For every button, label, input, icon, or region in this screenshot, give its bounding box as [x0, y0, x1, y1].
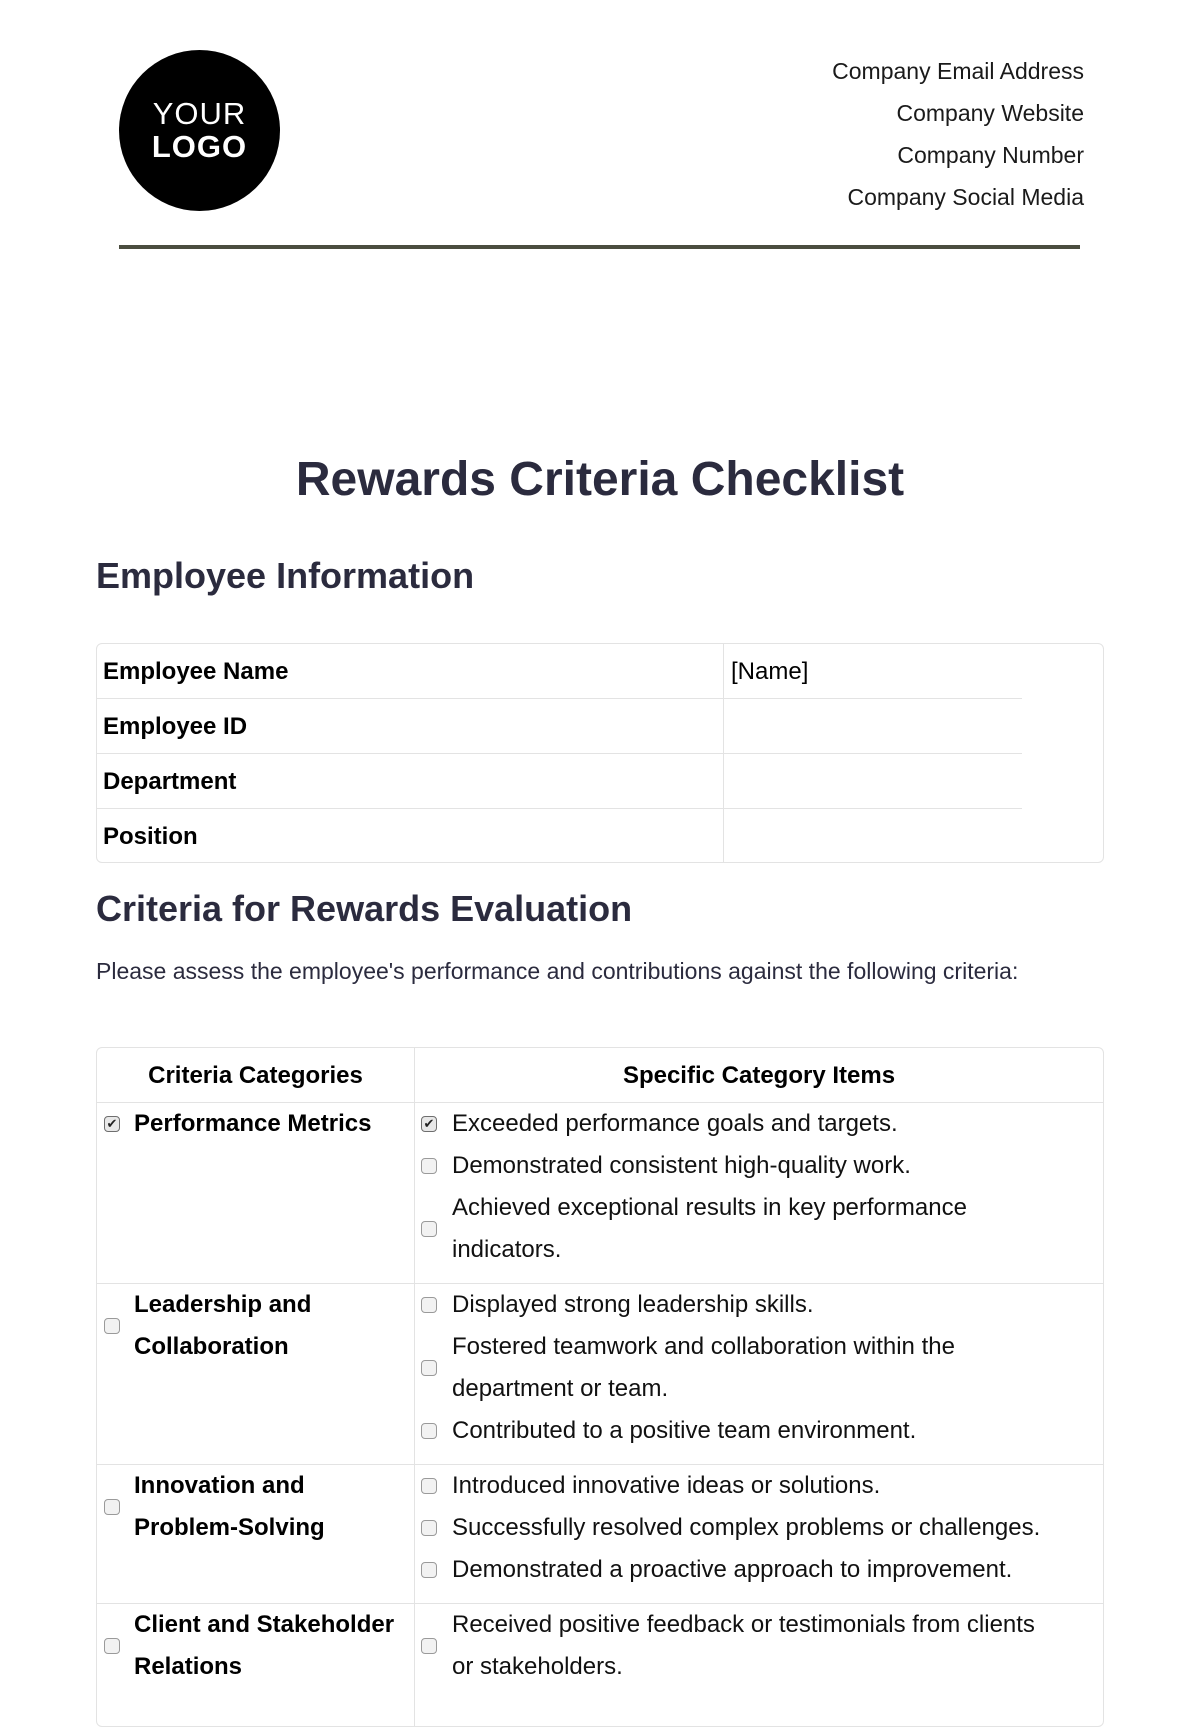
criteria-table — [96, 1047, 1104, 1727]
header-divider — [119, 245, 1080, 249]
page-title: Rewards Criteria Checklist — [295, 453, 905, 506]
item-text: Introduced innovative ideas or solutions. — [452, 1472, 881, 1499]
item-text: Demonstrated consistent high-quality work. — [452, 1152, 911, 1179]
category-label: Performance Metrics — [134, 1110, 372, 1137]
item-text: Successfully resolved complex problems or challenges. — [452, 1514, 1041, 1541]
department-label: Department — [103, 768, 237, 795]
item-text: Demonstrated a proactive approach to improvement. — [452, 1556, 1013, 1583]
logo-line-1: YOUR — [152, 95, 247, 131]
category-checkbox[interactable] — [104, 1638, 120, 1654]
item-text: Fostered teamwork and collaboration within the — [452, 1333, 955, 1360]
criteria-intro-text: Please assess the employee's performance and contributions against the following criteria: — [96, 958, 1019, 984]
company-social-media: Company Social Media — [847, 184, 1084, 210]
logo-line-2: LOGO — [151, 128, 248, 164]
row-divider — [724, 753, 1022, 754]
item-checkbox[interactable] — [421, 1423, 437, 1439]
item-text: department or team. — [452, 1375, 669, 1402]
employee-id-label: Employee ID — [103, 713, 248, 740]
item-checkbox[interactable] — [421, 1520, 437, 1536]
company-contact-block — [832, 50, 1084, 218]
column-divider — [414, 1048, 415, 1726]
position-label: Position — [103, 823, 198, 850]
company-number: Company Number — [897, 142, 1084, 168]
item-checkbox[interactable] — [421, 1221, 437, 1237]
company-logo — [119, 50, 280, 211]
criteria-section-heading: Criteria for Rewards Evaluation — [96, 888, 633, 929]
criteria-categories-header: Criteria Categories — [148, 1062, 363, 1089]
category-label: Innovation and — [134, 1472, 305, 1499]
row-divider — [724, 808, 1022, 809]
item-text: indicators. — [452, 1236, 562, 1263]
category-label: Collaboration — [134, 1333, 289, 1360]
company-email: Company Email Address — [832, 58, 1084, 84]
item-checkbox[interactable] — [421, 1478, 437, 1494]
criteria-category-client-stakeholder-relations — [97, 1604, 414, 1728]
criteria-category-performance-metrics — [97, 1103, 414, 1283]
item-text: Exceeded performance goals and targets. — [452, 1110, 898, 1137]
employee-info-table — [96, 643, 1104, 863]
row-divider — [724, 698, 1022, 699]
category-checkbox[interactable] — [104, 1318, 120, 1334]
item-checkbox[interactable] — [421, 1360, 437, 1376]
item-checkbox[interactable] — [421, 1158, 437, 1174]
employee-section-heading: Employee Information — [96, 555, 475, 596]
specific-items-header: Specific Category Items — [622, 1062, 896, 1089]
item-text: Received positive feedback or testimonials from clients — [452, 1611, 1035, 1638]
category-checkbox[interactable]: ✔ — [104, 1116, 120, 1132]
item-checkbox[interactable] — [421, 1297, 437, 1313]
category-checkbox[interactable] — [104, 1499, 120, 1515]
item-text: or stakeholders. — [452, 1653, 623, 1680]
category-label: Problem-Solving — [134, 1514, 325, 1541]
employee-name-label: Employee Name — [103, 658, 289, 685]
category-label: Relations — [134, 1653, 243, 1680]
category-label: Leadership and — [134, 1291, 312, 1318]
category-label: Client and Stakeholder — [134, 1611, 395, 1638]
criteria-category-leadership-collaboration — [97, 1284, 414, 1464]
criteria-category-innovation-problem-solving — [97, 1465, 414, 1603]
item-text: Achieved exceptional results in key performance — [452, 1194, 967, 1221]
item-checkbox[interactable] — [421, 1638, 437, 1654]
employee-name-value[interactable]: [Name] — [731, 658, 809, 685]
item-text: Contributed to a positive team environment. — [452, 1417, 917, 1444]
item-checkbox[interactable] — [421, 1562, 437, 1578]
company-website: Company Website — [896, 100, 1084, 126]
item-text: Displayed strong leadership skills. — [452, 1291, 814, 1318]
item-checkbox[interactable]: ✔ — [421, 1116, 437, 1132]
